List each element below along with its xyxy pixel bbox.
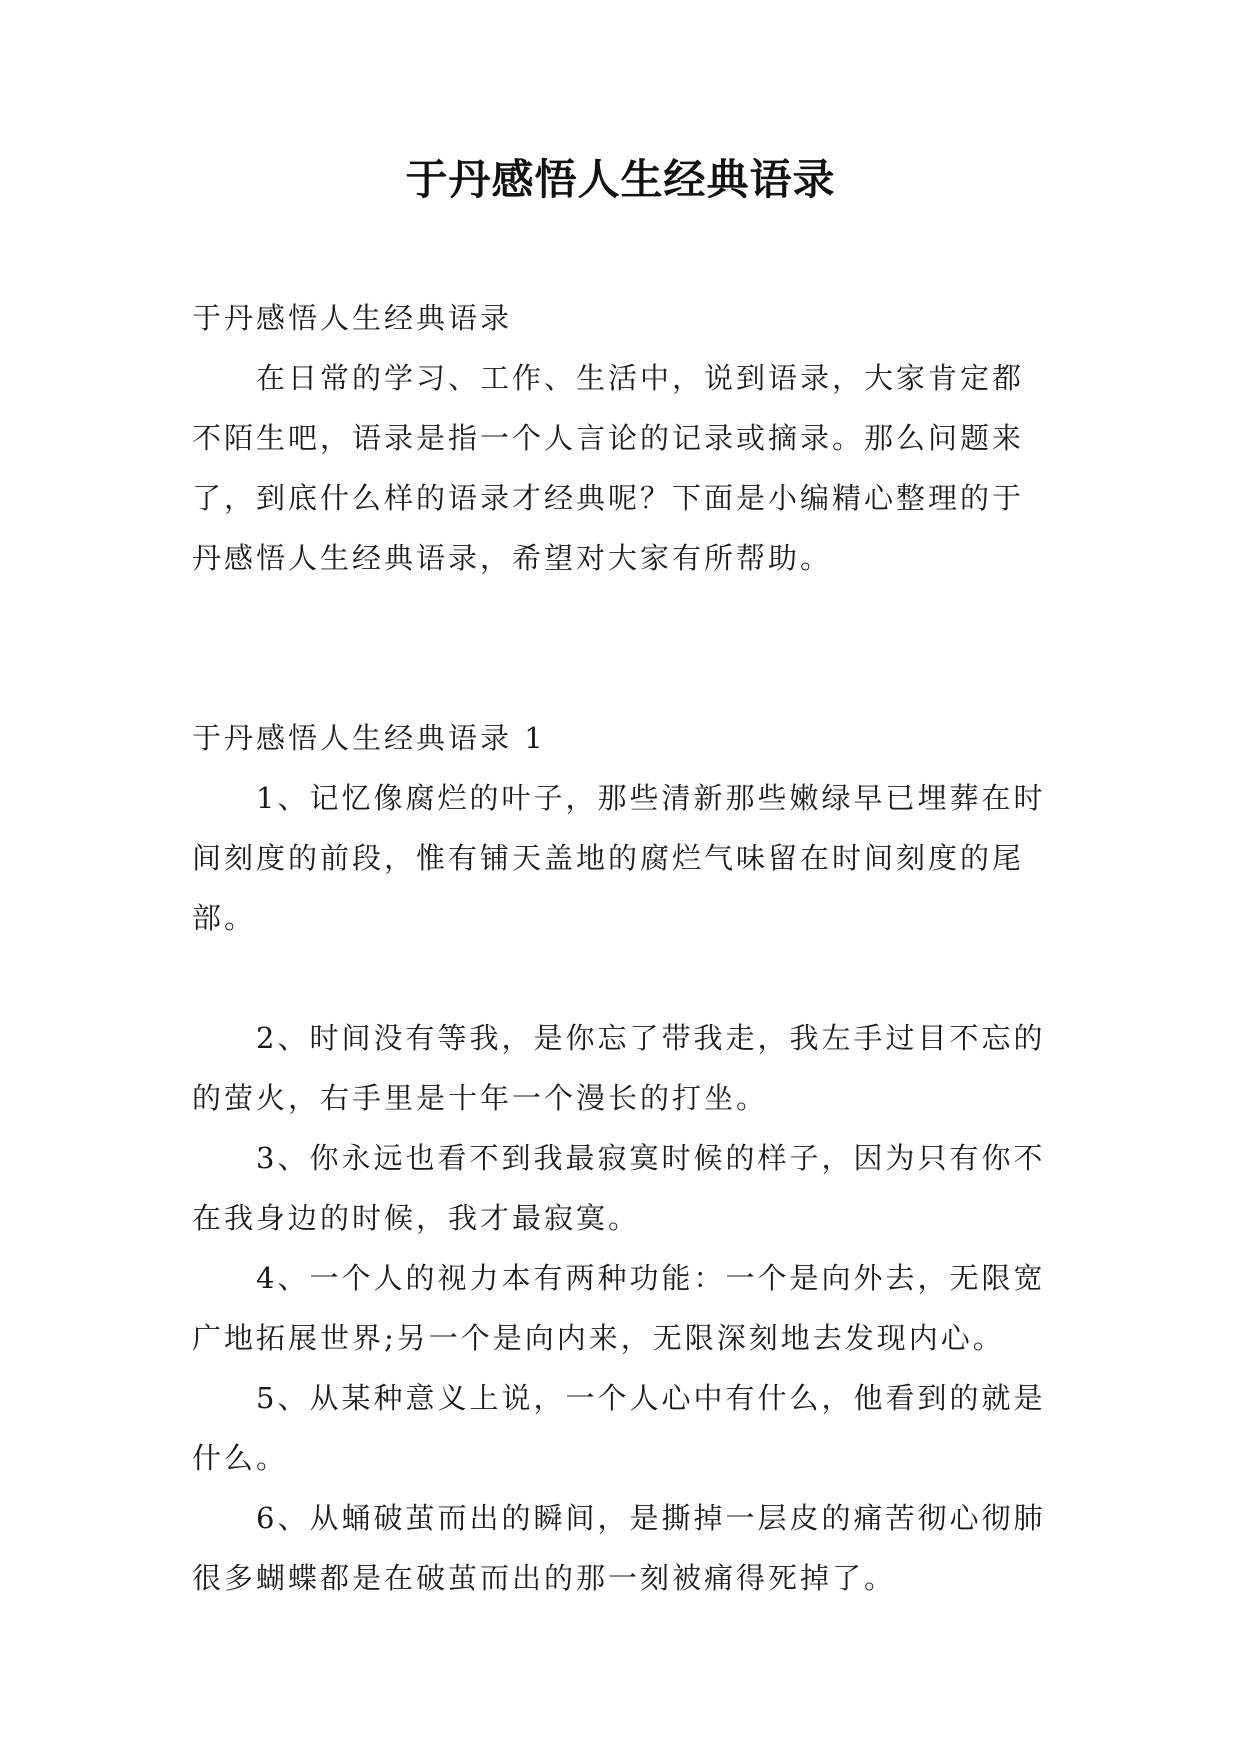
quote-paragraph-3: 3、你永远也看不到我最寂寞时候的样子，因为只有你不在我身边的时候，我才最寂寞。 <box>192 1141 1046 1235</box>
quote-paragraph-2: 2、时间没有等我，是你忘了带我走，我左手过目不忘的的萤火，右手里是十年一个漫长的打坐。 <box>192 1021 1046 1115</box>
quote-paragraph-1: 1、记忆像腐烂的叶子，那些清新那些嫩绿早已埋葬在时间刻度的前段，惟有铺天盖地的腐烂气味留在时间刻度的尾部。 <box>192 781 1046 935</box>
document-body <box>192 288 1054 1608</box>
quote-paragraph-4: 4、一个人的视力本有两种功能：一个是向外去，无限宽广地拓展世界;另一个是向内来，无限深刻地去发现内心。 <box>192 1261 1046 1355</box>
quote-paragraph-5: 5、从某种意义上说，一个人心中有什么，他看到的就是什么。 <box>192 1381 1046 1475</box>
spacer <box>192 588 1054 708</box>
quote-paragraph-6: 6、从蛹破茧而出的瞬间，是撕掉一层皮的痛苦彻心彻肺很多蝴蝶都是在破茧而出的那一刻被痛得死掉了。 <box>192 1501 1046 1595</box>
document-subtitle: 于丹感悟人生经典语录 <box>192 301 513 335</box>
document-title: 于丹感悟人生经典语录 <box>405 155 836 204</box>
intro-paragraph: 在日常的学习、工作、生活中，说到语录，大家肯定都不陌生吧，语录是指一个人言论的记录或摘录。那么问题来了，到底什么样的语录才经典呢？下面是小编精心整理的于丹感悟人生经典语录，希望对大家有所帮助。 <box>192 361 1025 575</box>
section-heading: 于丹感悟人生经典语录 1 <box>192 721 546 755</box>
spacer <box>192 948 1054 1008</box>
